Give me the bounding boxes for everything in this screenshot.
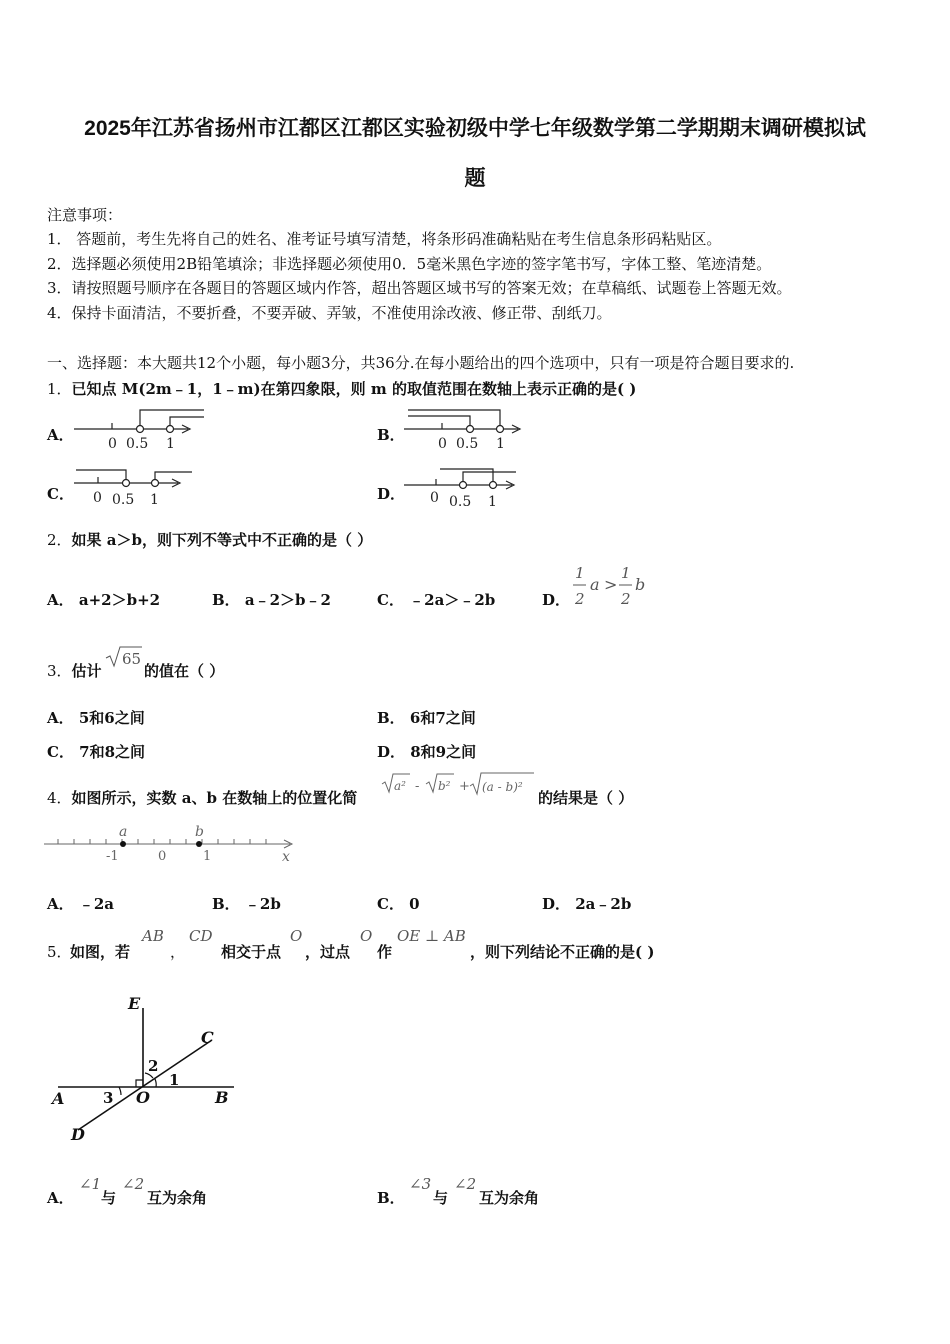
tick-label: 0	[438, 436, 447, 452]
notice-item: 4．保持卡面清洁，不要折叠，不要弄破、弄皱，不准使用涂改液、修正带、刮纸刀。	[47, 304, 612, 322]
question-text-post: 的值在（ ）	[144, 662, 225, 680]
math-ab: AB	[142, 927, 164, 945]
question-2	[47, 529, 372, 550]
tick-label: 0.5	[126, 436, 149, 452]
q3-option-a: A． 5和6之间	[47, 709, 145, 727]
angle-2: ∠2	[454, 1175, 477, 1193]
question-5-text: 如图，若	[70, 943, 131, 961]
q4-option-b: B． ﹣2b	[212, 895, 281, 913]
tick-label: 1	[150, 492, 159, 508]
q2-option-c: C． ﹣2a＞﹣2b	[377, 591, 496, 609]
angle-2: ∠2	[122, 1175, 145, 1193]
tick-label: -1	[106, 849, 119, 864]
radicand: 65	[122, 650, 142, 668]
q4-option-a: A． ﹣2a	[47, 895, 115, 913]
q1-option-a-label: A．	[47, 426, 74, 444]
q2-option-d-expression	[568, 560, 658, 612]
q1-option-c-numberline	[70, 462, 210, 512]
notice-item: 3．请按照题号顺序在各题目的答题区域内作答，超出答题区域书写的答案无效；在草稿纸、试题卷上答题无效。	[47, 279, 792, 297]
tick-label: 0	[93, 490, 102, 506]
fraction-denominator: 2	[575, 590, 585, 608]
math-cd: CD	[189, 927, 213, 945]
q1-option-c-label: C．	[47, 485, 74, 503]
q1-option-b-numberline	[400, 402, 540, 454]
q5-option-a-label: A．	[47, 1189, 74, 1207]
fraction-denominator: 2	[621, 590, 631, 608]
tick-label: 1	[496, 436, 505, 452]
tick-label: 1	[488, 494, 497, 510]
question-text-pre: 如图所示，实数 a、b 在数轴上的位置化简	[71, 789, 358, 807]
q3-option-d: D． 8和9之间	[377, 743, 477, 761]
label-b: b	[195, 824, 204, 840]
question-text: 已知点 M(2m﹣1，1﹣m)在第四象限，则 m 的取值范围在数轴上表示正确的是( )	[71, 380, 637, 398]
section-heading: 一、选择题：本大题共12个小题，每小题3分，共36分.在每小题给出的四个选项中，只有一项是符合题目要求的.	[47, 354, 795, 372]
q2-option-d-label: D．	[542, 591, 571, 609]
q5-option-b-label: B．	[377, 1189, 405, 1207]
question-5-text: 作	[377, 943, 393, 961]
angle-3: ∠3	[409, 1175, 432, 1193]
question-number: 4．	[47, 789, 72, 807]
radicand: b²	[438, 779, 451, 793]
q1-option-d-numberline	[400, 462, 530, 512]
label-b: B	[215, 1088, 229, 1107]
tick-label: 0.5	[449, 494, 472, 510]
q3-option-b: B． 6和7之间	[377, 709, 476, 727]
question-text: 如果 a＞b，则下列不等式中不正确的是（ ）	[71, 531, 373, 549]
page-title-line2: 题	[464, 167, 486, 190]
page-title: 2025年江苏省扬州市江都区江都区实验初级中学七年级数学第二学期期末调研模拟试	[84, 117, 866, 140]
question-3	[47, 660, 102, 681]
q2-option-a: A． a+2＞b+2	[47, 591, 161, 609]
q3-option-c: C． 7和8之间	[47, 743, 146, 761]
question-1	[47, 378, 636, 399]
math-oe-perp-ab: OE ⊥ AB	[397, 927, 466, 945]
tick-label: 0	[430, 490, 439, 506]
question-number: 1．	[47, 380, 72, 398]
fraction-numerator: 1	[621, 564, 631, 582]
angle-label-2: 2	[148, 1057, 159, 1075]
text-complementary: 互为余角	[479, 1189, 540, 1207]
operator: >	[604, 575, 618, 594]
label-a: a	[119, 824, 128, 840]
question-5-text: ，过点	[305, 943, 351, 961]
axis-label: x	[282, 849, 290, 865]
text-yu: 与	[433, 1189, 449, 1207]
label-e: E	[128, 994, 141, 1013]
label-c: C	[201, 1028, 214, 1047]
q2-option-b: B． a﹣2＞b﹣2	[212, 591, 331, 609]
question-text-pre: 估计	[71, 662, 102, 680]
point-b	[196, 841, 202, 847]
q4-radical-expression	[380, 770, 540, 800]
q4-number-line	[44, 822, 299, 866]
question-text-post: 的结果是（ ）	[538, 789, 634, 807]
math-o: O	[360, 927, 373, 945]
question-5-text: ，则下列结论不正确的是( )	[470, 943, 655, 961]
variable: a	[590, 575, 600, 594]
tick-label: 0	[158, 849, 167, 864]
label-d: D	[71, 1125, 85, 1144]
text-complementary: 互为余角	[147, 1189, 208, 1207]
tick-label: 0	[108, 436, 117, 452]
question-number: 2．	[47, 531, 72, 549]
q1-option-d-label: D．	[377, 485, 406, 503]
q4-option-c: C． 0	[377, 895, 420, 913]
radicand: (a - b)²	[482, 780, 523, 794]
variable: b	[635, 575, 646, 594]
q5-geometry-figure	[44, 990, 254, 1150]
math-o: O	[290, 927, 303, 945]
tick-label: 1	[203, 849, 212, 864]
q4-option-d: D． 2a﹣2b	[542, 895, 632, 913]
angle-1: ∠1	[79, 1175, 102, 1193]
label-a: A	[52, 1089, 65, 1108]
tick-label: 1	[166, 436, 175, 452]
notice-heading: 注意事项：	[47, 206, 123, 224]
notice-item: 2．选择题必须使用2B铅笔填涂；非选择题必须使用0．5毫米黑色字迹的签字笔书写，字体工整、笔迹清楚。	[47, 255, 772, 273]
operator: +	[459, 779, 470, 794]
radicand: a²	[394, 779, 406, 793]
angle-label-3: 3	[103, 1089, 114, 1107]
question-5-num: 5．	[47, 943, 72, 961]
point-a	[120, 841, 126, 847]
operator: -	[415, 779, 420, 794]
q1-option-a-numberline	[70, 402, 215, 454]
q1-option-b-label: B．	[377, 426, 405, 444]
text-yu: 与	[101, 1189, 117, 1207]
question-5-text: 相交于点	[221, 943, 282, 961]
question-4	[47, 787, 357, 808]
tick-label: 0.5	[456, 436, 479, 452]
notice-item: 1． 答题前，考生先将自己的姓名、准考证号填写清楚，将条形码准确粘贴在考生信息条形码粘贴区。	[47, 230, 722, 248]
question-number: 3．	[47, 662, 72, 680]
label-o: O	[136, 1088, 150, 1107]
angle-label-1: 1	[169, 1071, 180, 1089]
fraction-numerator: 1	[575, 564, 585, 582]
q3-sqrt-expression	[104, 644, 144, 672]
tick-label: 0.5	[112, 492, 135, 508]
comma: ，	[170, 943, 186, 961]
